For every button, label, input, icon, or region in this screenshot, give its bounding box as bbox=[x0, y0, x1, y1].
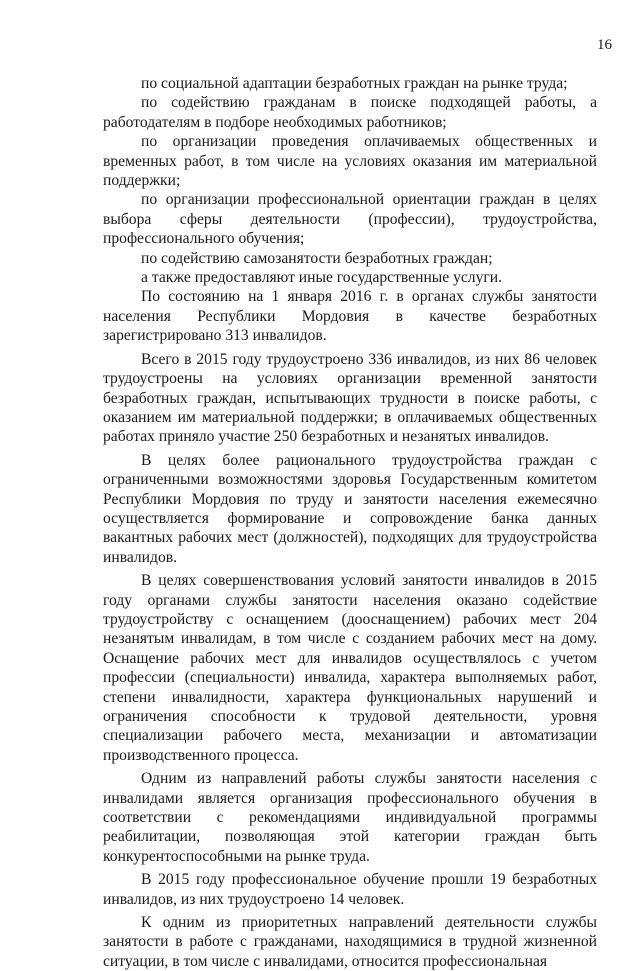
paragraph: В целях более рационального трудоустройства граждан с ограниченными возможностями здоровья Государственным комитетом Республики Мордовия по труду и занятости населения ежемесячно осуществляется формирование и сопровождение банка данных вакантных рабочих мест (должностей), подходящих для трудоустройства инвалидов. bbox=[103, 451, 597, 566]
page-number: 16 bbox=[597, 37, 612, 53]
paragraph: по организации проведения оплачиваемых общественных и временных работ, в том числе на условиях оказания им материальной поддержки; bbox=[103, 133, 597, 190]
paragraph: Одним из направлений работы службы занятости населения с инвалидами является организация профессионального обучения в соответствии с рекомендациями индивидуальной программы реабилитации, позволяющая этой категории граждан быть конкурентоспособными на рынке труда. bbox=[103, 770, 597, 865]
paragraph: по социальной адаптации безработных граждан на рынке труда; bbox=[141, 75, 568, 92]
paragraph: а также предоставляют иные государственные услуги. bbox=[141, 269, 503, 287]
paragraph: по содействию самозанятости безработных граждан; bbox=[141, 249, 493, 267]
paragraph: В 2015 году профессиональное обучение прошли 19 безработных инвалидов, из них трудоустроено 14 человек. bbox=[103, 871, 597, 908]
body-text bbox=[103, 74, 597, 971]
paragraph: В целях совершенствования условий занятости инвалидов в 2015 году органами службы занятости населения оказано содействие трудоустройству с оснащением (дооснащением) рабочих мест 204 незанятым инвалидам, в том числе с созданием рабочих мест на дому. Оснащение рабочих мест для инвалидов осуществлялось с учетом профессии (специальности) инвалида, характера выполняемых работ, степени инвалидности, характера функциональных нарушений и ограничения способности к трудовой деятельности, уровня специализации рабочего места, механизации и автоматизации производственного процесса. bbox=[103, 572, 597, 764]
paragraph: К одним из приоритетных направлений деятельности службы занятости в работе с гражданами, находящимися в трудной жизненной ситуации, в том числе с инвалидами, относится профессиональная bbox=[103, 914, 597, 970]
paragraph: По состоянию на 1 января 2016 г. в органах службы занятости населения Республики Мордовия в качестве безработных зарегистрировано 313 инвалидов. bbox=[103, 288, 597, 345]
paragraph: Всего в 2015 году трудоустроено 336 инвалидов, из них 86 человек трудоустроены на условиях организации временной занятости безработных граждан, испытывающих трудности в поиске работы, с оказанием им материальной поддержки; в оплачиваемых общественных работах приняло участие 250 безработных и незанятых инвалидов. bbox=[103, 350, 597, 446]
paragraph: по содействию гражданам в поиске подходящей работы, а работодателям в подборе необходимых работников; bbox=[103, 94, 597, 131]
paragraph: по организации профессиональной ориентации граждан в целях выбора сферы деятельности (профессии), трудоустройства, профессионального обучения; bbox=[103, 191, 597, 248]
